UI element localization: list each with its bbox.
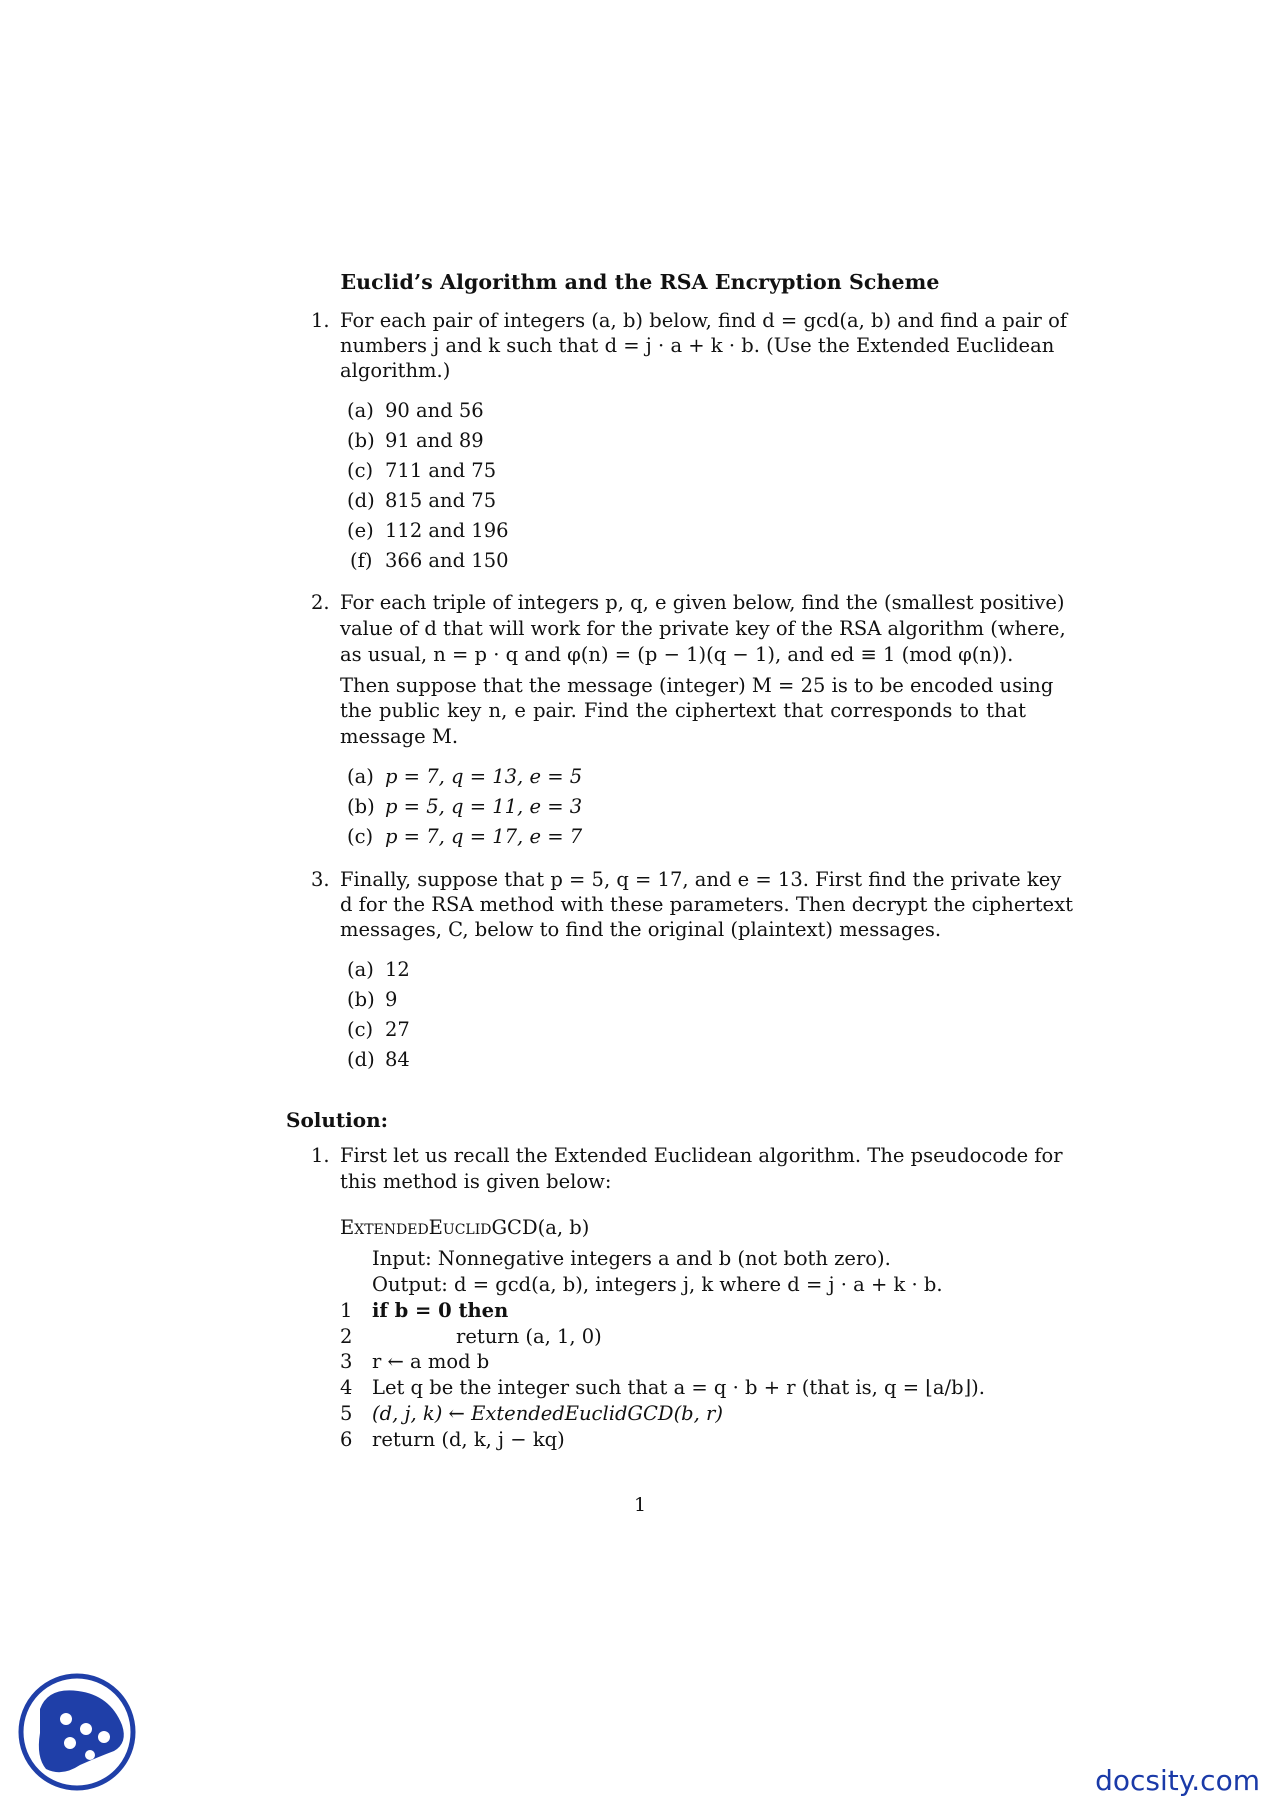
solution-line-1: First let us recall the Extended Euclidean algorithm. The pseudocode for: [340, 1144, 1063, 1167]
item-label: (d): [347, 1048, 375, 1071]
step-text: (d, j, k) ← ExtendedEuclidGCD(b, r): [372, 1402, 723, 1425]
item-label: (a): [347, 399, 374, 422]
item-label: (b): [347, 795, 375, 818]
document-title: Euclid’s Algorithm and the RSA Encryption Scheme: [340, 270, 940, 294]
problem-3-line-2: d for the RSA method with these parameters. Then decrypt the ciphertext: [340, 893, 1073, 916]
step-number: 6: [340, 1428, 353, 1451]
problem-2-line-2: value of d that will work for the private key of the RSA algorithm (where,: [340, 617, 1066, 640]
item-text: 112 and 196: [385, 519, 509, 542]
problem-1-line-1: For each pair of integers (a, b) below, find d = gcd(a, b) and find a pair of: [340, 309, 1068, 332]
step-text: return (a, 1, 0): [456, 1325, 602, 1348]
problem-1-item-c: [347, 461, 496, 481]
item-text: 90 and 56: [385, 399, 484, 422]
problem-2-item-a: [347, 767, 582, 787]
solution-heading: Solution:: [286, 1108, 389, 1132]
step-number: 1: [340, 1299, 353, 1322]
item-text: 12: [385, 958, 410, 981]
step-number: 5: [340, 1402, 353, 1425]
item-text: 84: [385, 1048, 410, 1071]
item-label: (b): [347, 429, 375, 452]
problem-2-line-4: Then suppose that the message (integer) M = 25 is to be encoded using: [340, 674, 1054, 697]
problem-2-line-1: For each triple of integers p, q, e given below, find the (smallest positive): [340, 591, 1065, 614]
problem-2-item-b: [347, 797, 582, 817]
problem-1-item-d: [347, 491, 496, 511]
problem-2-line-5: the public key n, e pair. Find the ciphertext that corresponds to that: [340, 699, 1026, 722]
solution-line-2: this method is given below:: [340, 1170, 612, 1193]
docsity-brand-link[interactable]: docsity.com: [1095, 1764, 1260, 1797]
problem-3-number: 3.: [311, 868, 330, 891]
step-text: return (d, k, j − kq): [372, 1428, 565, 1451]
problem-1-item-b: [347, 431, 484, 451]
item-label: (f): [350, 549, 373, 572]
item-label: (b): [347, 988, 375, 1011]
item-label: (a): [347, 958, 374, 981]
page-number: 1: [633, 1494, 647, 1516]
problem-2-line-3: as usual, n = p · q and φ(n) = (p − 1)(q − 1), and ed ≡ 1 (mod φ(n)).: [340, 643, 1014, 666]
item-label: (c): [347, 459, 374, 482]
algorithm-input: Input: Nonnegative integers a and b (not both zero).: [372, 1247, 891, 1270]
item-label: (c): [347, 825, 374, 848]
step-number: 3: [340, 1350, 353, 1373]
step-text: Let q be the integer such that a = q · b + r (that is, q = ⌊a/b⌋).: [372, 1376, 985, 1399]
problem-3-line-3: messages, C, below to find the original (plaintext) messages.: [340, 918, 942, 941]
problem-3-item-b: [347, 990, 397, 1010]
item-label: (a): [347, 765, 374, 788]
item-text: 815 and 75: [385, 489, 497, 512]
problem-2-item-c: [347, 827, 582, 847]
problem-3-item-a: [347, 960, 410, 980]
problem-1-number: 1.: [311, 309, 330, 332]
algorithm-name-smallcaps: ExtendedEuclid: [340, 1216, 492, 1239]
problem-2-line-6: message M.: [340, 725, 459, 748]
item-text: 9: [385, 988, 398, 1011]
item-text: 711 and 75: [385, 459, 497, 482]
problem-3-line-1: Finally, suppose that p = 5, q = 17, and e = 13. First find the private key: [340, 868, 1062, 891]
item-label: (d): [347, 489, 375, 512]
algorithm-output: Output: d = gcd(a, b), integers j, k where d = j · a + k · b.: [372, 1273, 943, 1296]
problem-3-item-c: [347, 1020, 410, 1040]
item-label: (e): [347, 519, 374, 542]
step-number: 4: [340, 1376, 353, 1399]
docsity-logo-icon[interactable]: [18, 1673, 136, 1791]
item-text: p = 7, q = 13, e = 5: [385, 765, 583, 788]
item-text: 366 and 150: [385, 549, 509, 572]
solution-1-number: 1.: [311, 1144, 330, 1167]
item-text: p = 7, q = 17, e = 7: [385, 825, 583, 848]
problem-1-line-3: algorithm.): [340, 359, 451, 382]
item-text: p = 5, q = 11, e = 3: [385, 795, 583, 818]
step-text: if b = 0 then: [372, 1299, 509, 1322]
problem-1-line-2: numbers j and k such that d = j · a + k · b. (Use the Extended Euclidean: [340, 334, 1055, 357]
problem-1-item-e: [347, 521, 509, 541]
algorithm-name: [340, 1218, 589, 1238]
problem-1-item-a: [347, 401, 484, 421]
step-number: 2: [340, 1325, 353, 1348]
step-text: r ← a mod b: [372, 1350, 490, 1373]
item-label: (c): [347, 1018, 374, 1041]
problem-3-item-d: [347, 1050, 410, 1070]
problem-1-item-f: [350, 551, 509, 571]
problem-2-number: 2.: [311, 591, 330, 614]
algorithm-name-suffix: GCD(a, b): [491, 1216, 590, 1239]
item-text: 91 and 89: [385, 429, 484, 452]
item-text: 27: [385, 1018, 410, 1041]
